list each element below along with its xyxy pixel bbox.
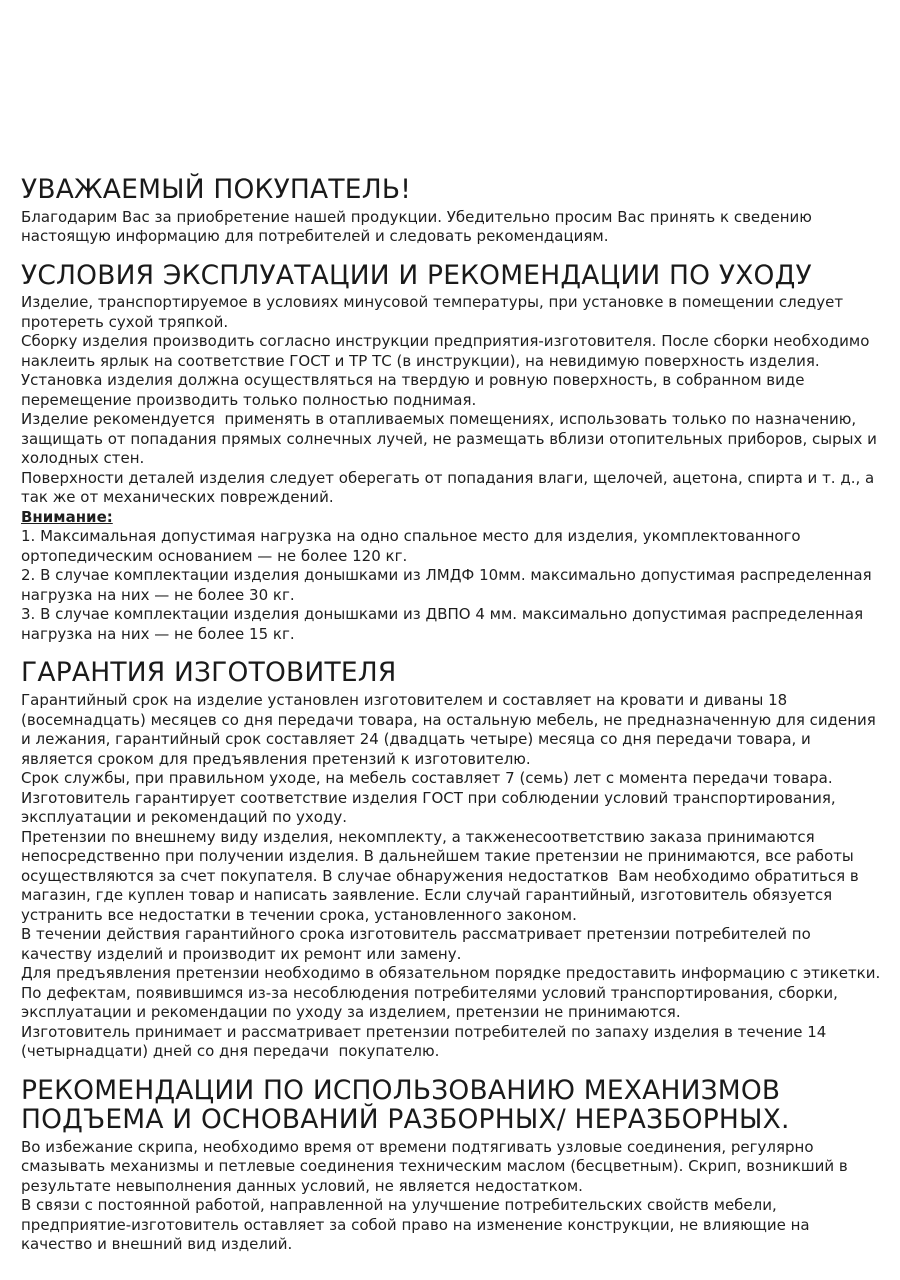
care-paragraph: Изделие, транспортируемое в условиях минусовой температуры, при установке в помещении следует протереть сухой тряпкой. [21,293,848,331]
warranty-paragraph: Срок службы, при правильном уходе, на мебель составляет 7 (семь) лет с момента передачи товара. [21,769,833,788]
mechanisms-paragraph: Во избежание скрипа, необходимо время от времени подтягивать узловые соединения, регулярно смазывать механизмы и петлевые соединения техническим маслом (бесцветным). Скрип, возникший в результате невыполнения данных условий, не является недостатком. [21,1137,853,1195]
warning-item: 2. В случае комплектации изделия донышками из ЛМДФ 10мм. максимально допустимая распределенная нагрузка на них — не более 30 кг. [21,566,877,604]
mechanisms-title: РЕКОМЕНДАЦИИ ПО ИСПОЛЬЗОВАНИЮ МЕХАНИЗМОВ ПОДЪЕМА И ОСНОВАНИЙ РАЗБОРНЫХ/ НЕРАЗБОРНЫХ. [21,1074,790,1136]
warranty-paragraph: Для предъявления претензии необходимо в обязательном порядке предоставить информацию с этикетки. [21,964,881,983]
section-care-conditions [21,261,882,645]
care-paragraph: Поверхности деталей изделия следует оберегать от попадания влаги, щелочей, ацетона, спирта и т. д., а так же от механических повреждений. [21,468,879,507]
greeting-title: УВАЖАЕМЫЙ ПОКУПАТЕЛЬ! [21,174,412,205]
care-title: УСЛОВИЯ ЭКСПЛУАТАЦИИ И РЕКОМЕНДАЦИИ ПО УХОДУ [21,259,812,291]
warning-item: 1. Максимальная допустимая нагрузка на одно спальное место для изделия, укомплектованного ортопедическим основанием — не более 120 кг. [21,527,806,565]
warranty-paragraph: Изготовитель гарантирует соответствие изделия ГОСТ при соблюдении условий транспортирования, эксплуатации и рекомендаций по уходу. [21,788,841,827]
warranty-paragraph: В течении действия гарантийного срока изготовитель рассматривает претензии потребителей по качеству изделий и производит их ремонт или замену. [21,925,816,963]
care-paragraph: Установка изделия должна осуществляться на твердую и ровную поверхность, в собранном виде перемещение производить только полностью поднимая. [21,371,810,409]
warranty-title: ГАРАНТИЯ ИЗГОТОВИТЕЛЯ [21,657,397,689]
warranty-paragraph: Гарантийный срок на изделие установлен изготовителем и составляет на кровати и диваны 18 (восемнадцать) месяцев со дня передачи товара, на остальную мебель, не предназначенную для сидения и лежания, гарантийный срок составляет 24 (двадцать четыре) месяца со дня передачи товара, и является сроком для предъявления претензий к изготовителю. [21,691,881,768]
warning-item: 3. В случае комплектации изделия донышками из ДВПО 4 мм. максимально допустимая распределенная нагрузка на них — не более 15 кг. [21,605,868,643]
care-paragraph: Изделие рекомендуется применять в отапливаемых помещениях, использовать только по назначению, защищать от попадания прямых солнечных лучей, не размещать вблизи отопительных приборов, сырых и холодных стен. [21,410,882,468]
care-paragraph: Сборку изделия производить согласно инструкции предприятия-изготовителя. После сборки необходимо наклеить ярлык на соответствие ГОСТ и ТР ТС (в инструкции), на невидимую поверхность изделия. [21,332,875,370]
mechanisms-paragraph: В связи с постоянной работой, направленной на улучшение потребительских свойств мебели, предприятие-изготовитель оставляет за собой право на изменение конструкции, не влияющие на качество и внешний вид изделий. [21,1196,815,1254]
warning-label: Внимание: [21,507,113,526]
section-greeting [21,175,882,247]
section-warranty [21,658,882,1061]
warranty-paragraph: Претензии по внешнему виду изделия, некомплекту, а такженесоответствию заказа принимаются непосредственно при получении изделия. В дальнейшем такие претензии не принимаются, все работы осуществляются за счет покупателя. В случае обнаружения недостатков Вам необходимо обратиться в магазин, где куплен товар и написать заявление. Если случай гарантийный, изготовитель обязуется устранить все недостатки в течении срока, установленного законом. [21,827,864,924]
warranty-paragraph: Изготовитель принимает и рассматривает претензии потребителей по запаху изделия в течение 14 (четырнадцати) дней со дня передачи покупателю. [21,1022,832,1061]
greeting-paragraph: Благодарим Вас за приобретение нашей продукции. Убедительно просим Вас принять к сведению настоящую информацию для потребителей и следовать рекомендациям. [21,207,817,246]
warranty-paragraph: По дефектам, появившимся из-за несоблюдения потребителями условий транспортирования, сборки, эксплуатации и рекомендации по уходу за изделием, претензии не принимаются. [21,983,843,1022]
section-mechanisms [21,1076,882,1255]
